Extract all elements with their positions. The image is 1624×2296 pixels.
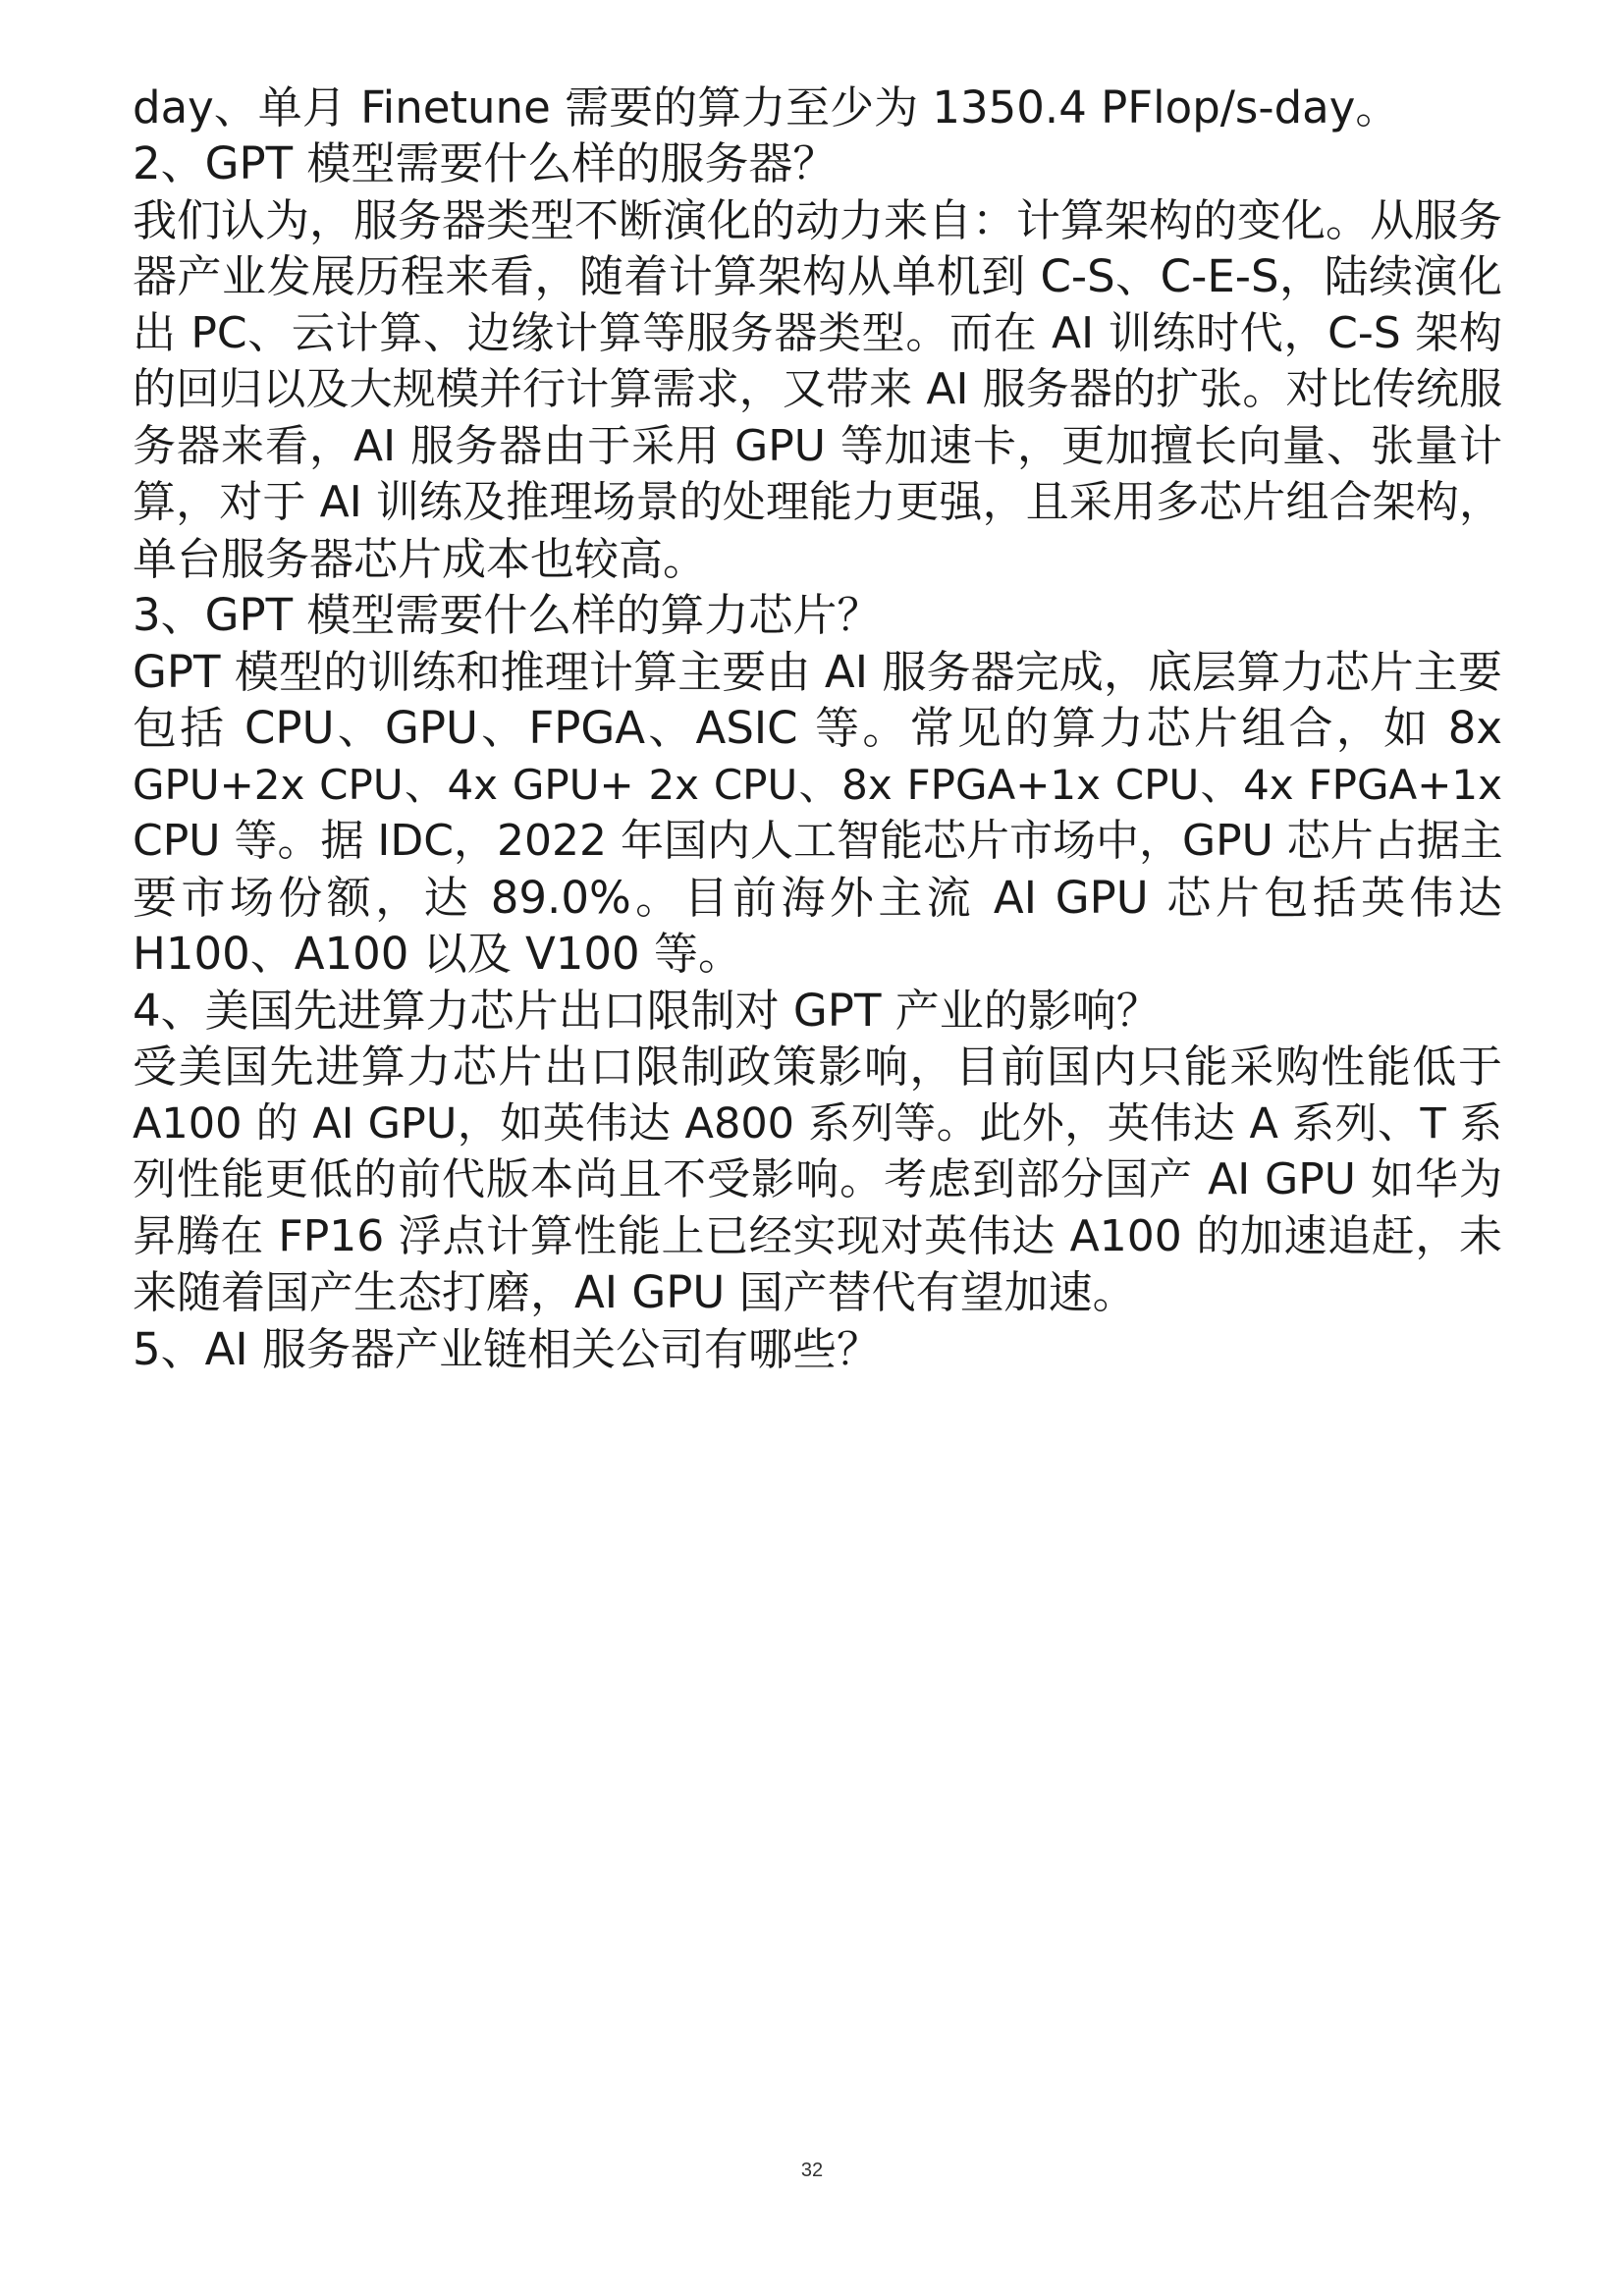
text-line: 受美国先进算力芯片出口限制政策影响，目前国内只能采购性能低于 <box>133 1041 1502 1093</box>
text-line: H100、A100 以及 V100 等。 <box>133 928 742 980</box>
text-line: 算，对于 AI 训练及推理场景的处理能力更强，且采用多芯片组合架构， <box>133 477 1502 527</box>
text-line: 出 PC、云计算、边缘计算等服务器类型。而在 AI 训练时代，C-S 架构 <box>133 308 1502 358</box>
text-line: 包括 CPU、GPU、FPGA、ASIC 等。常见的算力芯片组合，如 8x <box>133 702 1502 754</box>
text-line: day、单月 Finetune 需要的算力至少为 1350.4 PFlop/s-day。 <box>133 81 1400 133</box>
text-line: 的回归以及大规模并行计算需求，又带来 AI 服务器的扩张。对比传统服 <box>133 364 1502 414</box>
section-heading: 3、GPT 模型需要什么样的算力芯片？ <box>133 589 882 641</box>
section-heading: 5、AI 服务器产业链相关公司有哪些？ <box>133 1323 881 1375</box>
text-line: 我们认为，服务器类型不断演化的动力来自：计算架构的变化。从服务 <box>133 194 1503 246</box>
text-line: 器产业发展历程来看，随着计算架构从单机到 C-S、C-E-S，陆续演化 <box>133 250 1502 302</box>
section-heading: 4、美国先进算力芯片出口限制对 GPT 产业的影响？ <box>133 985 1161 1037</box>
text-line: GPU+2x CPU、4x GPU+ 2x CPU、8x FPGA+1x CPU、4x FPGA+1x <box>133 761 1502 809</box>
section-heading: 2、GPT 模型需要什么样的服务器？ <box>133 137 838 189</box>
text-line: 务器来看，AI 服务器由于采用 GPU 等加速卡，更加擅长向量、张量计 <box>133 421 1502 471</box>
text-line: A100 的 AI GPU，如英伟达 A800 系列等。此外，英伟达 A 系列、T 系 <box>133 1099 1502 1148</box>
page-number: 32 <box>800 2160 824 2181</box>
text-line: 来随着国产生态打磨，AI GPU 国产替代有望加速。 <box>133 1266 1137 1318</box>
text-line: 单台服务器芯片成本也较高。 <box>133 533 708 585</box>
text-line: 列性能更低的前代版本尚且不受影响。考虑到部分国产 AI GPU 如华为 <box>133 1154 1502 1204</box>
text-line: 昇腾在 FP16 浮点计算性能上已经实现对英伟达 A100 的加速追赶，未 <box>133 1211 1502 1261</box>
text-line: CPU 等。据 IDC，2022 年国内人工智能芯片市场中，GPU 芯片占据主 <box>133 816 1503 866</box>
text-line: GPT 模型的训练和推理计算主要由 AI 服务器完成，底层算力芯片主要 <box>133 646 1502 698</box>
text-line: 要市场份额，达 89.0%。目前海外主流 AI GPU 芯片包括英伟达 <box>133 872 1502 924</box>
